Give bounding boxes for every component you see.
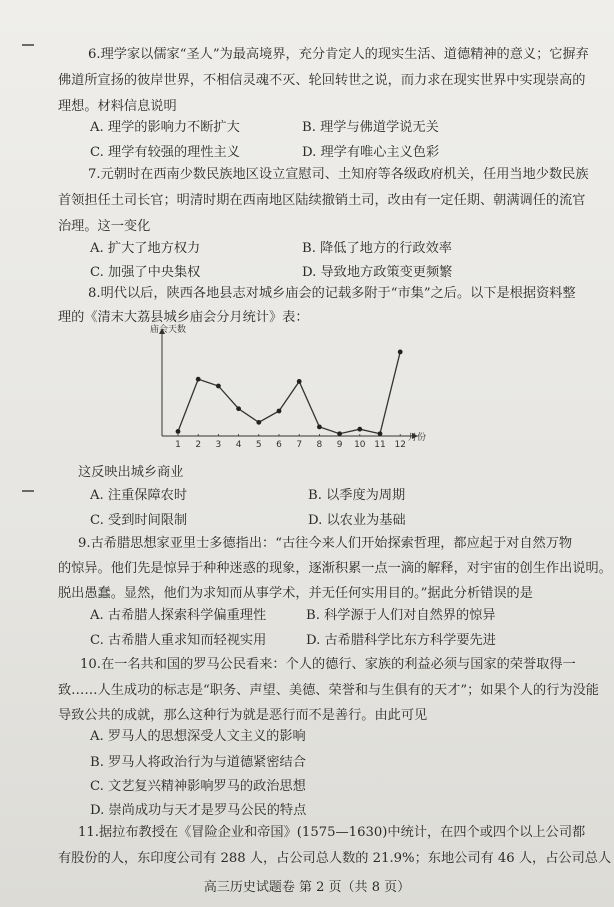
- x-axis-label: 月份: [408, 433, 427, 443]
- data-point-10: [357, 427, 362, 432]
- q10-option-b[interactable]: B. 罗马人将政治行为与道德紧密结合: [90, 755, 306, 770]
- series-line: [178, 352, 400, 434]
- data-point-7: [297, 379, 302, 384]
- y-axis-label: 庙会天数: [150, 325, 187, 335]
- chart-axes: [159, 328, 418, 439]
- q7-stem-line-1: 7.元朝时在西南少数民族地区设立宣慰司、土知府等各级政府机关，任用当地少数民族: [88, 167, 589, 182]
- q9-option-b[interactable]: B. 科学源于人们对自然界的惊异: [306, 608, 496, 623]
- q9-option-a[interactable]: A. 古希腊人探索科学偏重理性: [90, 608, 267, 623]
- x-tick-label-5: 5: [255, 440, 262, 450]
- margin-mark: [22, 490, 34, 492]
- data-point-11: [378, 431, 383, 436]
- q7-option-d[interactable]: D. 导致地方政策变更频繁: [302, 265, 453, 280]
- q8-option-c[interactable]: C. 受到时间限制: [90, 513, 188, 528]
- q8-after-text: 这反映出城乡商业: [78, 465, 184, 480]
- q6-stem-line-2: 佛道所宣扬的彼岸世界，不相信灵魂不灭、轮回转世之说，而力求在现实世界中实现崇高的: [58, 73, 586, 88]
- data-point-4: [236, 406, 241, 411]
- q10-option-c[interactable]: C. 文艺复兴精神影响罗马的政治思想: [90, 779, 306, 794]
- q6-option-d[interactable]: D. 理学有唯心主义色彩: [302, 145, 440, 160]
- q9-stem-line-2: 的惊异。他们先是惊异于种种迷惑的现象，逐渐积累一点一滴的解释，对宇宙的创生作出说明。: [58, 561, 612, 576]
- q9-stem-line-1: 9.古希腊思想家亚里士多德指出：“古往今来人们开始探索哲理，都应起于对自然万物: [78, 536, 573, 551]
- q7-option-a[interactable]: A. 扩大了地方权力: [90, 241, 201, 256]
- x-tick-label-7: 7: [296, 440, 303, 450]
- q10-stem-line-3: 导致公共的成就，那么这种行为就是恶行而不是善行。由此可见: [58, 708, 428, 723]
- data-point-3: [216, 384, 221, 389]
- q7-option-c[interactable]: C. 加强了中央集权: [90, 265, 201, 280]
- x-tick-label-3: 3: [215, 440, 222, 450]
- q8-option-d[interactable]: D. 以农业为基础: [308, 513, 406, 528]
- q11-stem-line-2: 有股份的人，东印度公司有 288 人，占公司总人数的 21.9%；东地公司有 46 人，占公司总人: [58, 851, 612, 866]
- x-tick-label-8: 8: [316, 440, 323, 450]
- data-point-5: [256, 420, 261, 425]
- q9-option-c[interactable]: C. 古希腊人重求知而轻视实用: [90, 633, 267, 648]
- x-tick-label-9: 9: [336, 440, 343, 450]
- data-point-2: [196, 377, 201, 382]
- temple-fair-line-chart: [150, 322, 440, 450]
- data-point-6: [277, 409, 282, 414]
- q7-stem-line-3: 治理。这一变化: [58, 219, 151, 234]
- q9-option-d[interactable]: D. 古希腊科学比东方科学要先进: [306, 633, 496, 648]
- q10-stem-line-1: 10.在一名共和国的罗马公民看来：个人的德行、家族的利益必须与国家的荣誉取得一: [80, 657, 576, 672]
- page-footer: 高三历史试题卷 第 2 页（共 8 页）: [203, 880, 411, 895]
- x-tick-label-12: 12: [394, 440, 406, 450]
- data-point-8: [317, 425, 322, 430]
- q6-option-c[interactable]: C. 理学有较强的理性主义: [90, 145, 240, 160]
- q8-option-a[interactable]: A. 注重保障农时: [90, 488, 188, 503]
- data-point-9: [337, 431, 342, 436]
- data-point-12: [398, 350, 403, 355]
- q6-stem-line-1: 6.理学家以儒家“圣人”为最高境界，充分肯定人的现实生活、道德精神的意义；它摒弃: [88, 47, 589, 62]
- x-tick-label-4: 4: [235, 440, 242, 450]
- x-tick-label-1: 1: [175, 440, 181, 450]
- x-tick-label-11: 11: [374, 440, 386, 450]
- q9-stem-line-3: 脱出愚蠢。显然，他们为求知而从事学术，并无任何实用目的。”据此分析错误的是: [58, 586, 533, 601]
- q10-stem-line-2: 致……人生成功的标志是“职务、声望、美德、荣誉和与生俱有的天才”；如果个人的行为没能: [58, 683, 599, 698]
- data-point-1: [176, 429, 181, 434]
- chart-marks: [175, 350, 406, 450]
- q8-stem-line-1: 8.明代以后，陕西各地县志对城乡庙会的记载多附于“市集”之后。以下是根据资料整: [88, 286, 576, 301]
- q8-stem-line-2: 理的《清末大荔县城乡庙会分月统计》表：: [58, 310, 309, 325]
- x-tick-label-2: 2: [195, 440, 202, 450]
- x-tick-label-10: 10: [354, 440, 366, 450]
- margin-mark: [22, 44, 34, 46]
- q10-option-d[interactable]: D. 崇尚成功与天才是罗马公民的特点: [90, 803, 307, 818]
- q6-option-a[interactable]: A. 理学的影响力不断扩大: [90, 120, 240, 135]
- q10-option-a[interactable]: A. 罗马人的思想深受人文主义的影响: [90, 729, 306, 744]
- q7-stem-line-2: 首领担任土司长官；明清时期在西南地区陆续撤销土司，改由有一定任期、朝满调任的流官: [58, 193, 586, 208]
- x-tick-label-6: 6: [276, 440, 282, 450]
- q7-option-b[interactable]: B. 降低了地方的行政效率: [302, 241, 452, 256]
- q8-option-b[interactable]: B. 以季度为周期: [308, 488, 406, 503]
- q6-option-b[interactable]: B. 理学与佛道学说无关: [302, 120, 439, 135]
- q6-stem-line-3: 理想。材料信息说明: [58, 99, 177, 114]
- q11-stem-line-1: 11.据拉布教授在《冒险企业和帝国》(1575—1630)中统计，在四个或四个以上公司都: [78, 825, 586, 840]
